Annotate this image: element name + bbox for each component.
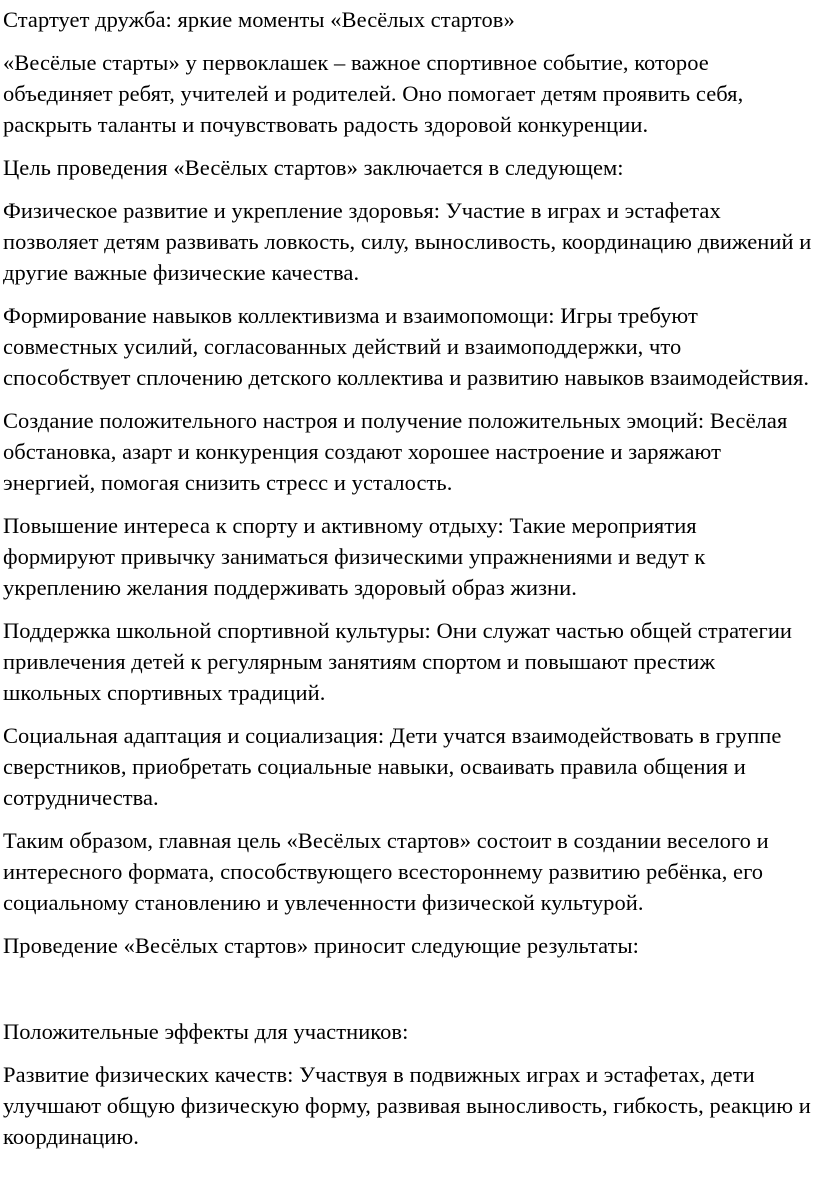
paragraph-goal-heading: Цель проведения «Весёлых стартов» заключается в следующем: xyxy=(3,155,624,180)
paragraph-school-culture: Поддержка школьной спортивной культуры: Они служат частью общей стратегии привлечения детей к регулярным занятиям спортом и повышают престиж школьных спортивных традиций. xyxy=(3,618,793,705)
paragraph-intro: «Весёлые старты» у первоклашек – важное спортивное событие, которое объединяет ребят, учителей и родителей. Оно помогает детям проявить себя, раскрыть таланты и почувствовать радость здоровой конкуренции. xyxy=(3,50,744,137)
paragraph-collectivism: Формирование навыков коллективизма и взаимопомощи: Игры требуют совместных усилий, согласованных действий и взаимоподдержки, что способствует сплочению детского коллектива и развитию навыков взаимодействия. xyxy=(3,303,810,390)
paragraph-conclusion: Таким образом, главная цель «Весёлых стартов» состоит в создании веселого и интересного формата, способствующего всестороннему развитию ребёнка, его социальному становлению и увлеченности физической культурой. xyxy=(3,828,769,915)
paragraph-effects-heading: Положительные эффекты для участников: xyxy=(3,1019,409,1044)
paragraph-socialization: Социальная адаптация и социализация: Дети учатся взаимодействовать в группе сверстников, приобретать социальные навыки, осваивать правила общения и сотрудничества. xyxy=(3,723,782,810)
paragraph-physical-development: Физическое развитие и укрепление здоровья: Участие в играх и эстафетах позволяет детям развивать ловкость, силу, выносливость, координацию движений и другие важные физические качества. xyxy=(3,198,812,285)
paragraph-sport-interest: Повышение интереса к спорту и активному отдыху: Такие мероприятия формируют привычку заниматься физическими упражнениями и ведут к укреплению желания поддерживать здоровый образ жизни. xyxy=(3,513,706,600)
empty-paragraph xyxy=(3,973,813,1004)
paragraph-results-heading: Проведение «Весёлых стартов» приносит следующие результаты: xyxy=(3,933,639,958)
paragraph-positive-mood: Создание положительного настроя и получение положительных эмоций: Весёлая обстановка, азарт и конкуренция создают хорошее настроение и заряжают энергией, помогая снизить стресс и усталость. xyxy=(3,408,788,495)
document-title: Стартует дружба: яркие моменты «Весёлых стартов» xyxy=(3,7,515,32)
paragraph-physical-qualities: Развитие физических качеств: Участвуя в подвижных играх и эстафетах, дети улучшают общую физическую форму, развивая выносливость, гибкость, реакцию и координацию. xyxy=(3,1062,811,1149)
document-body xyxy=(3,0,813,1164)
